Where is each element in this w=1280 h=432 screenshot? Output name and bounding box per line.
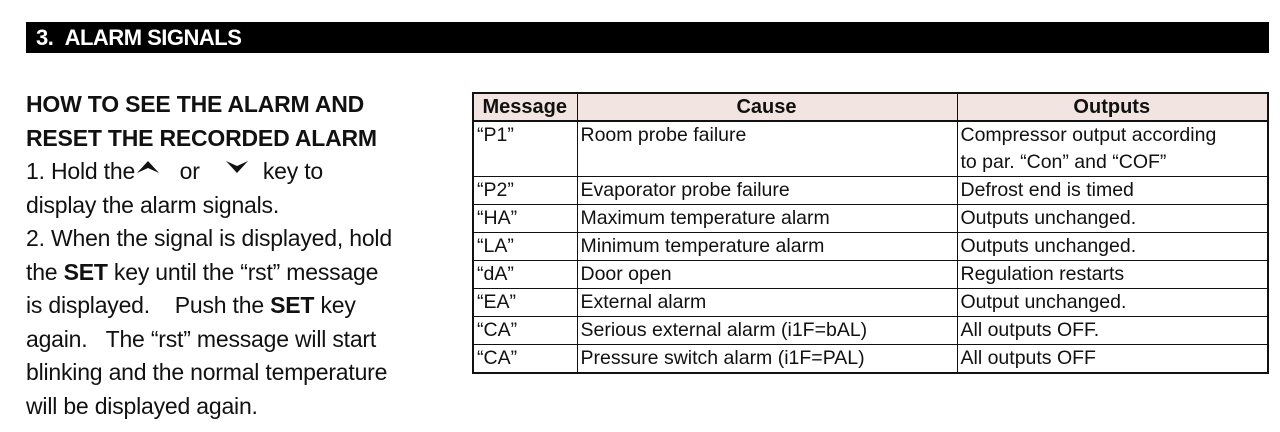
- header-cause: Cause: [577, 93, 957, 121]
- row-cause: Evaporator probe failure: [577, 177, 957, 205]
- instructions-panel: [26, 88, 466, 423]
- step-2-the: the: [26, 258, 58, 285]
- row-outputs-line-2: to par. “Con” and “COF”: [960, 151, 1167, 173]
- step-1-or: or: [179, 158, 200, 184]
- step-2-line-3-b: key: [320, 292, 356, 318]
- step-2-line-5: blinking and the normal temperature: [26, 359, 388, 385]
- table-row: [473, 205, 1268, 233]
- row-cause: Pressure switch alarm (i1F=PAL): [577, 345, 957, 374]
- header-message: Message: [473, 93, 577, 121]
- step-2-line-2-rest: key until the “rst” message: [113, 258, 379, 285]
- row-outputs: Outputs unchanged.: [957, 205, 1268, 233]
- table-row: [473, 121, 1268, 177]
- section-number: 3.: [36, 25, 54, 50]
- row-message: “LA”: [473, 233, 577, 261]
- step-2-line-3: [26, 289, 466, 323]
- step-2-line-2: [26, 256, 466, 290]
- row-cause: Serious external alarm (i1F=bAL): [577, 317, 957, 345]
- step-2-line-1: 2. When the signal is displayed, hold: [26, 225, 392, 251]
- table-row: [473, 233, 1268, 261]
- row-outputs: Outputs unchanged.: [957, 233, 1268, 261]
- row-message: “EA”: [473, 289, 577, 317]
- row-outputs: Output unchanged.: [957, 289, 1268, 317]
- table-row: [473, 289, 1268, 317]
- step-2-line-4: again. The “rst” message will start: [26, 325, 377, 352]
- alarm-signals-table: [472, 92, 1269, 374]
- row-cause: Minimum temperature alarm: [577, 233, 957, 261]
- header-outputs: Outputs: [957, 93, 1268, 121]
- up-arrow-key-icon: [135, 158, 161, 176]
- table-row: [473, 345, 1268, 374]
- step-1-line-1: [26, 155, 466, 189]
- row-message: “CA”: [473, 345, 577, 374]
- table-row: [473, 261, 1268, 289]
- set-key-label: SET: [63, 258, 108, 285]
- row-message: “P1”: [473, 121, 577, 177]
- step-1-line-2: display the alarm signals.: [26, 191, 280, 218]
- section-title: ALARM SIGNALS: [64, 25, 242, 50]
- instructions-heading-line-2: RESET THE RECORDED ALARM: [26, 124, 377, 151]
- row-message: “HA”: [473, 205, 577, 233]
- row-cause: Door open: [577, 261, 957, 289]
- table-row: [473, 177, 1268, 205]
- step-2-line-6: will be displayed again.: [26, 392, 258, 419]
- row-outputs: Regulation restarts: [957, 261, 1268, 289]
- row-message: “P2”: [473, 177, 577, 205]
- table-header-row: [473, 93, 1268, 121]
- row-outputs: Defrost end is timed: [957, 177, 1268, 205]
- row-message: “dA”: [473, 261, 577, 289]
- step-2-line-3-a: is displayed. Push the: [26, 292, 264, 318]
- row-message: “CA”: [473, 317, 577, 345]
- down-arrow-key-icon: [224, 158, 250, 176]
- row-outputs: All outputs OFF.: [957, 317, 1268, 345]
- row-cause: External alarm: [577, 289, 957, 317]
- instructions-heading-line-1: HOW TO SEE THE ALARM AND: [26, 91, 365, 117]
- table-row: [473, 317, 1268, 345]
- row-cause: Maximum temperature alarm: [577, 205, 957, 233]
- step-1-text-a: 1. Hold the: [26, 158, 136, 184]
- row-outputs: [957, 121, 1268, 177]
- row-outputs: All outputs OFF: [957, 345, 1268, 374]
- row-outputs-line-1: Compressor output according: [960, 124, 1217, 146]
- step-1-text-b: key to: [262, 158, 324, 184]
- row-cause: Room probe failure: [577, 121, 957, 177]
- set-key-label-2: SET: [270, 292, 315, 318]
- section-title-bar: [26, 22, 1269, 53]
